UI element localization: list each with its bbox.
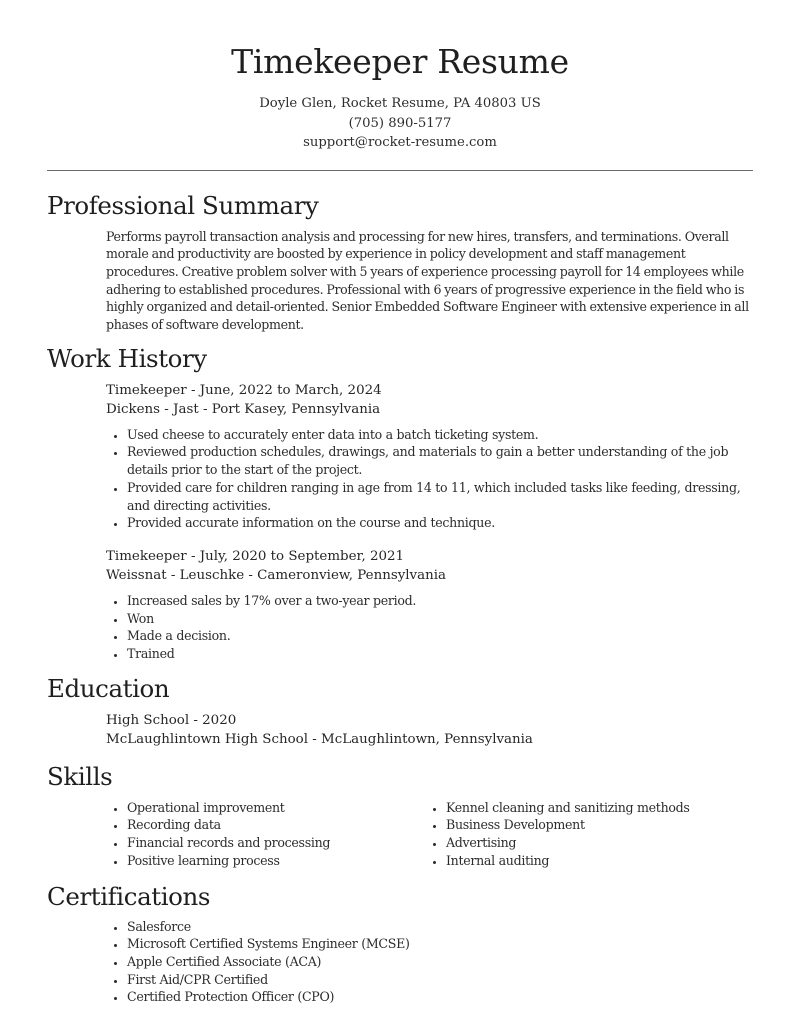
skill-item: • Business Development [446,816,753,834]
job-bullet: • Provided accurate information on the course and technique. [127,514,753,532]
skills-grid [47,799,753,870]
job-bullets [106,592,753,663]
skills-list-right [425,799,753,870]
certification-item: • Microsoft Certified Systems Engineer (MCSE) [127,935,753,953]
job-bullets [106,426,753,532]
job-bullet: • Made a decision. [127,627,753,645]
contact-phone: (705) 890-5177 [348,115,452,131]
summary-text: Performs payroll transaction analysis and processing for new hires, transfers, and terminations. Overall morale and productivity are boosted by experience in policy development and staff management procedures. Creative problem solver with 5 years of experience processing payroll for 14 employees while adhering to established procedures. Professional with 6 years of progressive experience in the field who is highly organized and detail-oriented. Senior Embedded Software Engineer with extensive experience in all phases of software development. [106,228,749,333]
certification-item: • First Aid/CPR Certified [127,971,753,989]
skill-item: • Operational improvement [127,799,425,817]
skill-item: • Kennel cleaning and sanitizing methods [446,799,753,817]
job-entry [47,547,753,663]
job-entry [47,381,753,532]
certification-item: • Certified Protection Officer (CPO) [127,988,753,1006]
contact-address: Doyle Glen, Rocket Resume, PA 40803 US [259,96,541,111]
resume-title: Timekeeper Resume [231,42,569,81]
job-bullet: • Trained [127,645,753,663]
section-heading-certifications: Certifications [47,881,211,911]
professional-summary-section [47,189,753,334]
section-heading-skills: Skills [47,761,113,791]
education-school-location: McLaughlintown High School - McLaughlintown, Pennsylvania [106,732,533,748]
certification-item: • Apple Certified Associate (ACA) [127,953,753,971]
skills-section [47,760,753,870]
work-history-section [47,342,753,663]
certifications-section [47,880,753,1007]
certification-item: • Salesforce [127,918,753,936]
job-bullet: • Reviewed production schedules, drawings, and materials to gain a better understanding of the job details prior to the start of the project. [127,443,753,478]
job-bullet: • Provided care for children ranging in age from 14 to 11, which included tasks like feeding, dressing, and directing activities. [127,479,753,514]
job-bullet: • Won [127,610,753,628]
job-bullet: • Used cheese to accurately enter data into a batch ticketing system. [127,426,753,444]
skill-item: • Recording data [127,816,425,834]
section-heading-work-history: Work History [47,343,207,373]
section-heading-education: Education [47,673,170,703]
job-title-dates: Timekeeper - June, 2022 to March, 2024 [106,382,382,398]
skill-item: • Positive learning process [127,852,425,870]
skill-item: • Internal auditing [446,852,753,870]
education-section [47,672,753,750]
skill-item: • Advertising [446,834,753,852]
resume-header [47,0,753,153]
certifications-list [106,918,753,1007]
job-bullet: • Increased sales by 17% over a two-year period. [127,592,753,610]
education-degree-year: High School - 2020 [106,712,237,728]
skill-item: • Financial records and processing [127,834,425,852]
contact-info [47,94,753,153]
job-company-location: Dickens - Jast - Port Kasey, Pennsylvania [106,402,381,418]
skills-list-left [106,799,425,870]
section-heading-summary: Professional Summary [47,190,319,220]
job-company-location: Weissnat - Leuschke - Cameronview, Pennsylvania [106,568,446,584]
job-title-dates: Timekeeper - July, 2020 to September, 2021 [106,548,405,564]
contact-email: support@rocket-resume.com [303,135,497,150]
header-divider [47,170,753,171]
